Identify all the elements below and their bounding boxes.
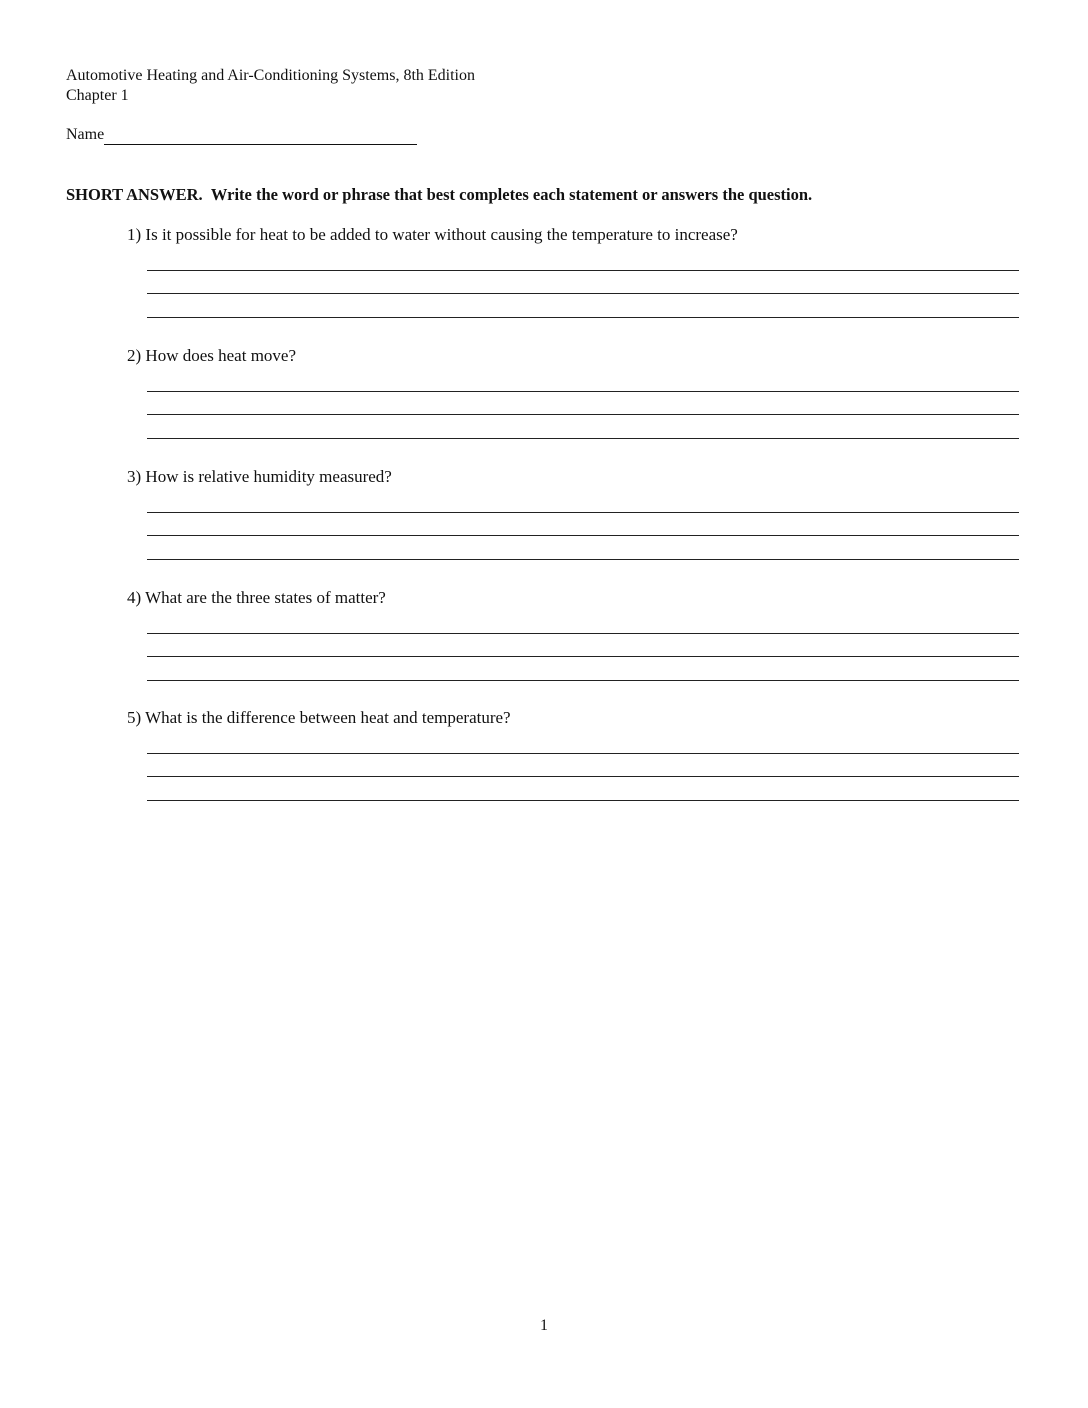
question-text: [127, 707, 1019, 729]
question-number: 3): [127, 467, 142, 486]
book-title: Automotive Heating and Air-Conditioning Systems, 8th Edition: [66, 67, 475, 84]
question-number: 2): [127, 346, 142, 365]
answer-line[interactable]: [147, 512, 1019, 513]
name-field[interactable]: [104, 126, 417, 145]
page-number: 1: [540, 1317, 548, 1334]
answer-line[interactable]: [147, 680, 1019, 681]
question-text: [127, 466, 1019, 488]
instructions: [66, 184, 812, 206]
question-1: [127, 224, 1019, 246]
question-number: 1): [127, 225, 142, 244]
section-label: SHORT ANSWER.: [66, 185, 203, 204]
answer-line[interactable]: [147, 317, 1019, 318]
question-3: [127, 466, 1019, 488]
question-prompt: How is relative humidity measured?: [145, 467, 392, 486]
question-prompt: How does heat move?: [145, 346, 297, 365]
question-5: [127, 707, 1019, 729]
question-text: [127, 345, 1019, 367]
question-text: [127, 224, 1019, 246]
name-row: [66, 125, 417, 145]
answer-line[interactable]: [147, 633, 1019, 634]
question-4: [127, 587, 1019, 609]
answer-line[interactable]: [147, 800, 1019, 801]
question-text: [127, 587, 1019, 609]
answer-line[interactable]: [147, 776, 1019, 777]
chapter-label: Chapter 1: [66, 87, 129, 104]
question-2: [127, 345, 1019, 367]
answer-line[interactable]: [147, 270, 1019, 271]
question-number: 5): [127, 708, 142, 727]
question-number: 4): [127, 588, 142, 607]
answer-line[interactable]: [147, 293, 1019, 294]
answer-line[interactable]: [147, 414, 1019, 415]
question-prompt: Is it possible for heat to be added to water without causing the temperature to increase?: [145, 225, 738, 244]
answer-line[interactable]: [147, 391, 1019, 392]
answer-line[interactable]: [147, 438, 1019, 439]
question-prompt: What are the three states of matter?: [145, 588, 386, 607]
answer-line[interactable]: [147, 753, 1019, 754]
answer-line[interactable]: [147, 656, 1019, 657]
instructions-text: Write the word or phrase that best completes each statement or answers the question.: [210, 185, 813, 204]
question-prompt: What is the difference between heat and temperature?: [145, 708, 511, 727]
answer-line[interactable]: [147, 535, 1019, 536]
answer-line[interactable]: [147, 559, 1019, 560]
name-label: Name: [66, 126, 105, 143]
